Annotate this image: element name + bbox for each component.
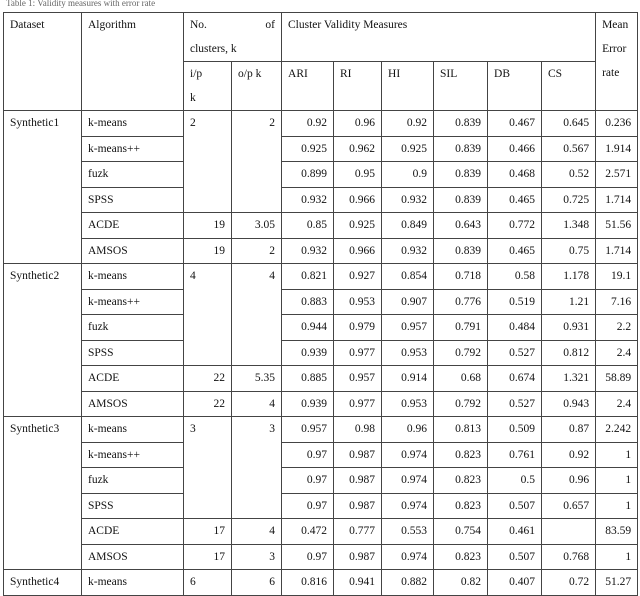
ari-cell: 0.816 xyxy=(282,570,334,596)
db-cell: 0.465 xyxy=(488,238,542,264)
algorithm-cell: fuzk xyxy=(82,315,184,341)
ri-cell: 0.987 xyxy=(334,493,382,519)
validity-measures-table xyxy=(3,12,638,596)
sil-cell: 0.718 xyxy=(434,264,488,290)
ri-cell: 0.957 xyxy=(334,366,382,392)
hi-cell: 0.882 xyxy=(382,570,434,596)
db-cell: 0.58 xyxy=(488,264,542,290)
cs-cell xyxy=(542,519,596,545)
sil-cell: 0.839 xyxy=(434,111,488,137)
mean-cell: 0.236 xyxy=(596,111,638,137)
db-cell: 0.407 xyxy=(488,570,542,596)
cs-cell: 0.96 xyxy=(542,468,596,494)
ri-cell: 0.966 xyxy=(334,238,382,264)
table-row xyxy=(4,340,638,366)
dataset-cell: Synthetic1 xyxy=(4,111,82,264)
cs-cell: 0.87 xyxy=(542,417,596,443)
table-row xyxy=(4,315,638,341)
cs-cell: 0.52 xyxy=(542,162,596,188)
mean-cell: 1 xyxy=(596,468,638,494)
algorithm-cell: k-means xyxy=(82,570,184,596)
cs-cell: 0.92 xyxy=(542,442,596,468)
header-mean-line2: Error xyxy=(602,43,627,55)
op-k-cell: 3 xyxy=(232,417,282,519)
mean-cell: 1.714 xyxy=(596,187,638,213)
mean-cell: 2.242 xyxy=(596,417,638,443)
ari-cell: 0.97 xyxy=(282,442,334,468)
algorithm-cell: k-means++ xyxy=(82,442,184,468)
hi-cell: 0.96 xyxy=(382,417,434,443)
ari-cell: 0.821 xyxy=(282,264,334,290)
cs-cell: 0.72 xyxy=(542,570,596,596)
mean-cell: 51.27 xyxy=(596,570,638,596)
algorithm-cell: k-means xyxy=(82,417,184,443)
mean-cell: 2.4 xyxy=(596,391,638,417)
db-cell: 0.466 xyxy=(488,136,542,162)
cs-cell: 1.21 xyxy=(542,289,596,315)
table-row xyxy=(4,136,638,162)
hi-cell: 0.914 xyxy=(382,366,434,392)
header-ip-line2: k xyxy=(190,92,196,104)
op-k-cell: 2 xyxy=(232,238,282,264)
ari-cell: 0.932 xyxy=(282,187,334,213)
cs-cell: 0.943 xyxy=(542,391,596,417)
algorithm-cell: AMSOS xyxy=(82,544,184,570)
cs-cell: 1.348 xyxy=(542,213,596,239)
hi-cell: 0.932 xyxy=(382,187,434,213)
mean-cell: 83.59 xyxy=(596,519,638,545)
op-k-cell: 3.05 xyxy=(232,213,282,239)
hi-cell: 0.957 xyxy=(382,315,434,341)
ri-cell: 0.98 xyxy=(334,417,382,443)
ari-cell: 0.944 xyxy=(282,315,334,341)
hi-cell: 0.974 xyxy=(382,442,434,468)
cs-cell: 1.178 xyxy=(542,264,596,290)
table-row xyxy=(4,289,638,315)
op-k-cell: 2 xyxy=(232,111,282,213)
dataset-cell: Synthetic3 xyxy=(4,417,82,570)
ip-k-cell: 19 xyxy=(184,213,232,239)
ri-cell: 0.987 xyxy=(334,442,382,468)
ip-k-cell: 22 xyxy=(184,391,232,417)
hi-cell: 0.932 xyxy=(382,238,434,264)
ip-k-cell: 19 xyxy=(184,238,232,264)
table-body xyxy=(4,111,638,596)
sil-cell: 0.792 xyxy=(434,391,488,417)
header-cs: CS xyxy=(542,62,596,111)
ri-cell: 0.777 xyxy=(334,519,382,545)
cs-cell: 0.657 xyxy=(542,493,596,519)
hi-cell: 0.92 xyxy=(382,111,434,137)
ri-cell: 0.941 xyxy=(334,570,382,596)
sil-cell: 0.839 xyxy=(434,162,488,188)
mean-cell: 19.1 xyxy=(596,264,638,290)
sil-cell: 0.776 xyxy=(434,289,488,315)
table-row xyxy=(4,570,638,596)
algorithm-cell: k-means xyxy=(82,111,184,137)
db-cell: 0.507 xyxy=(488,544,542,570)
table-row xyxy=(4,493,638,519)
algorithm-cell: ACDE xyxy=(82,519,184,545)
table-row xyxy=(4,366,638,392)
sil-cell: 0.823 xyxy=(434,442,488,468)
op-k-cell: 3 xyxy=(232,544,282,570)
ip-k-cell: 4 xyxy=(184,264,232,366)
header-mean-error-rate xyxy=(596,13,638,111)
header-num-clusters xyxy=(184,13,282,62)
ari-cell: 0.939 xyxy=(282,340,334,366)
ri-cell: 0.977 xyxy=(334,340,382,366)
cs-cell: 1.321 xyxy=(542,366,596,392)
db-cell: 0.484 xyxy=(488,315,542,341)
header-ri: RI xyxy=(334,62,382,111)
table-row xyxy=(4,111,638,137)
op-k-cell: 4 xyxy=(232,391,282,417)
sil-cell: 0.823 xyxy=(434,544,488,570)
header-hi: HI xyxy=(382,62,434,111)
hi-cell: 0.849 xyxy=(382,213,434,239)
algorithm-cell: ACDE xyxy=(82,213,184,239)
ri-cell: 0.962 xyxy=(334,136,382,162)
ri-cell: 0.96 xyxy=(334,111,382,137)
db-cell: 0.467 xyxy=(488,111,542,137)
db-cell: 0.772 xyxy=(488,213,542,239)
op-k-cell: 4 xyxy=(232,519,282,545)
db-cell: 0.527 xyxy=(488,391,542,417)
algorithm-cell: k-means xyxy=(82,264,184,290)
ip-k-cell: 6 xyxy=(184,570,232,596)
mean-cell: 2.4 xyxy=(596,340,638,366)
sil-cell: 0.643 xyxy=(434,213,488,239)
ri-cell: 0.979 xyxy=(334,315,382,341)
algorithm-cell: k-means++ xyxy=(82,289,184,315)
header-num-clusters-no: No. xyxy=(190,19,207,31)
ip-k-cell: 3 xyxy=(184,417,232,519)
table-row xyxy=(4,162,638,188)
header-dataset: Dataset xyxy=(4,13,82,111)
table-row xyxy=(4,544,638,570)
ari-cell: 0.932 xyxy=(282,238,334,264)
mean-cell: 7.16 xyxy=(596,289,638,315)
sil-cell: 0.754 xyxy=(434,519,488,545)
table-row xyxy=(4,213,638,239)
mean-cell: 58.89 xyxy=(596,366,638,392)
op-k-cell: 5.35 xyxy=(232,366,282,392)
cs-cell: 0.645 xyxy=(542,111,596,137)
mean-cell: 1 xyxy=(596,442,638,468)
algorithm-cell: AMSOS xyxy=(82,238,184,264)
ip-k-cell: 22 xyxy=(184,366,232,392)
ari-cell: 0.97 xyxy=(282,544,334,570)
dataset-cell: Synthetic2 xyxy=(4,264,82,417)
ri-cell: 0.925 xyxy=(334,213,382,239)
ip-k-cell: 2 xyxy=(184,111,232,213)
header-ari: ARI xyxy=(282,62,334,111)
table-row xyxy=(4,238,638,264)
db-cell: 0.5 xyxy=(488,468,542,494)
ari-cell: 0.85 xyxy=(282,213,334,239)
hi-cell: 0.9 xyxy=(382,162,434,188)
ip-k-cell: 17 xyxy=(184,544,232,570)
ari-cell: 0.925 xyxy=(282,136,334,162)
sil-cell: 0.823 xyxy=(434,468,488,494)
op-k-cell: 6 xyxy=(232,570,282,596)
sil-cell: 0.82 xyxy=(434,570,488,596)
ri-cell: 0.977 xyxy=(334,391,382,417)
table-row xyxy=(4,442,638,468)
ri-cell: 0.987 xyxy=(334,544,382,570)
hi-cell: 0.925 xyxy=(382,136,434,162)
table-row xyxy=(4,519,638,545)
op-k-cell: 4 xyxy=(232,264,282,366)
algorithm-cell: SPSS xyxy=(82,493,184,519)
header-ip-k xyxy=(184,62,232,111)
hi-cell: 0.974 xyxy=(382,468,434,494)
ri-cell: 0.953 xyxy=(334,289,382,315)
ri-cell: 0.966 xyxy=(334,187,382,213)
header-mean-line3: rate xyxy=(602,67,620,79)
ari-cell: 0.97 xyxy=(282,468,334,494)
mean-cell: 51.56 xyxy=(596,213,638,239)
hi-cell: 0.854 xyxy=(382,264,434,290)
db-cell: 0.519 xyxy=(488,289,542,315)
ri-cell: 0.987 xyxy=(334,468,382,494)
hi-cell: 0.553 xyxy=(382,519,434,545)
algorithm-cell: AMSOS xyxy=(82,391,184,417)
sil-cell: 0.68 xyxy=(434,366,488,392)
cs-cell: 0.768 xyxy=(542,544,596,570)
header-db: DB xyxy=(488,62,542,111)
header-cluster-validity-measures: Cluster Validity Measures xyxy=(282,13,596,62)
sil-cell: 0.792 xyxy=(434,340,488,366)
table-caption: Table 1: Validity measures with error rate xyxy=(6,0,156,8)
algorithm-cell: SPSS xyxy=(82,340,184,366)
mean-cell: 1.714 xyxy=(596,238,638,264)
table-row xyxy=(4,264,638,290)
ari-cell: 0.883 xyxy=(282,289,334,315)
db-cell: 0.527 xyxy=(488,340,542,366)
sil-cell: 0.791 xyxy=(434,315,488,341)
header-num-clusters-k: clusters, k xyxy=(190,43,237,55)
ari-cell: 0.899 xyxy=(282,162,334,188)
algorithm-cell: fuzk xyxy=(82,162,184,188)
mean-cell: 1.914 xyxy=(596,136,638,162)
db-cell: 0.507 xyxy=(488,493,542,519)
ari-cell: 0.92 xyxy=(282,111,334,137)
header-ip-line1: i/p xyxy=(190,68,203,80)
cs-cell: 0.725 xyxy=(542,187,596,213)
ip-k-cell: 17 xyxy=(184,519,232,545)
mean-cell: 2.571 xyxy=(596,162,638,188)
algorithm-cell: ACDE xyxy=(82,366,184,392)
mean-cell: 1 xyxy=(596,544,638,570)
ri-cell: 0.927 xyxy=(334,264,382,290)
ari-cell: 0.957 xyxy=(282,417,334,443)
hi-cell: 0.907 xyxy=(382,289,434,315)
db-cell: 0.509 xyxy=(488,417,542,443)
cs-cell: 0.567 xyxy=(542,136,596,162)
table-row xyxy=(4,468,638,494)
hi-cell: 0.953 xyxy=(382,391,434,417)
ari-cell: 0.939 xyxy=(282,391,334,417)
sil-cell: 0.839 xyxy=(434,136,488,162)
db-cell: 0.461 xyxy=(488,519,542,545)
hi-cell: 0.974 xyxy=(382,493,434,519)
header-num-clusters-of: of xyxy=(265,19,276,31)
header-sil: SIL xyxy=(434,62,488,111)
db-cell: 0.761 xyxy=(488,442,542,468)
ari-cell: 0.472 xyxy=(282,519,334,545)
table-row xyxy=(4,187,638,213)
algorithm-cell: fuzk xyxy=(82,468,184,494)
algorithm-cell: k-means++ xyxy=(82,136,184,162)
table-row xyxy=(4,417,638,443)
ri-cell: 0.95 xyxy=(334,162,382,188)
db-cell: 0.674 xyxy=(488,366,542,392)
hi-cell: 0.974 xyxy=(382,544,434,570)
table-row xyxy=(4,391,638,417)
header-algorithm: Algorithm xyxy=(82,13,184,111)
cs-cell: 0.812 xyxy=(542,340,596,366)
mean-cell: 2.2 xyxy=(596,315,638,341)
sil-cell: 0.813 xyxy=(434,417,488,443)
dataset-cell: Synthetic4 xyxy=(4,570,82,596)
cs-cell: 0.931 xyxy=(542,315,596,341)
mean-cell: 1 xyxy=(596,493,638,519)
header-mean-line1: Mean xyxy=(602,19,629,31)
db-cell: 0.468 xyxy=(488,162,542,188)
header-op-k: o/p k xyxy=(232,62,282,111)
algorithm-cell: SPSS xyxy=(82,187,184,213)
sil-cell: 0.839 xyxy=(434,238,488,264)
db-cell: 0.465 xyxy=(488,187,542,213)
sil-cell: 0.839 xyxy=(434,187,488,213)
ari-cell: 0.885 xyxy=(282,366,334,392)
cs-cell: 0.75 xyxy=(542,238,596,264)
hi-cell: 0.953 xyxy=(382,340,434,366)
ari-cell: 0.97 xyxy=(282,493,334,519)
sil-cell: 0.823 xyxy=(434,493,488,519)
